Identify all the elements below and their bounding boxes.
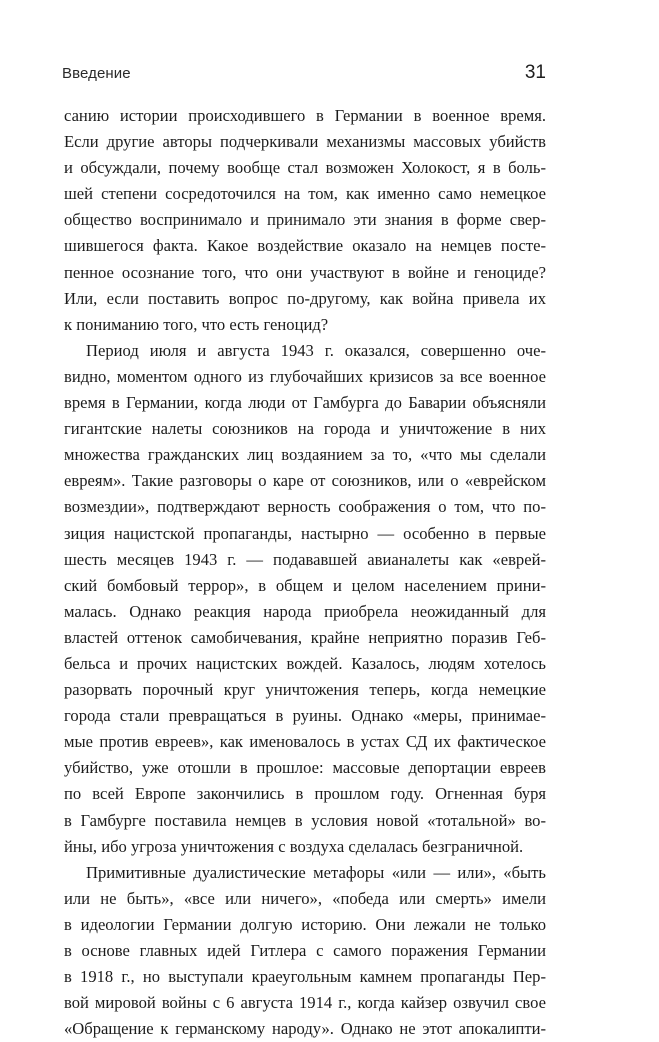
text-line: йны, ибо угроза уничтожения с воздуха сделалась безграничной. [64, 836, 524, 856]
text-line: властей оттенок самобичевания, крайне неприятно поразив Геб- [64, 627, 546, 647]
body-text [64, 103, 546, 1042]
running-head [62, 62, 546, 88]
text-line: ский бомбовый террор», в общем и целом населением прини- [64, 575, 546, 595]
paragraph [64, 338, 546, 860]
text-line: в основе главных идей Гитлера с самого поражения Германии [64, 941, 546, 960]
text-line: города стали превращаться в руины. Однако «меры, принимае- [64, 706, 546, 726]
paragraph [64, 103, 546, 338]
text-line: в Гамбурге поставила немцев в условия новой «тотальной» во- [64, 810, 546, 830]
text-line: к пониманию того, что есть геноцид? [64, 314, 329, 334]
text-line: «Обращение к германскому народу». Однако не этот апокалипти- [64, 1019, 546, 1039]
text-line: время в Германии, когда люди от Гамбурга до Баварии объясняли [64, 393, 546, 413]
text-line: общество воспринимало и принимало эти знания в форме свер- [64, 210, 546, 230]
text-line: Период июля и августа 1943 г. оказался, совершенно оче- [86, 340, 546, 360]
text-line: видно, моментом одного из глубочайших кризисов за все военное [64, 366, 546, 386]
text-line: разорвать порочный круг уничтожения теперь, когда немецкие [64, 680, 546, 700]
text-line: множества гражданских лиц воздаянием за то, «что мы сделали [64, 445, 546, 465]
text-line: или не быть», «все или ничего», «победа или смерть» имели [64, 888, 546, 908]
text-line: санию истории происходившего в Германии в военное время. [64, 106, 546, 125]
text-line: Примитивные дуалистические метафоры «или — или», «быть [86, 862, 546, 882]
text-line: в идеологии Германии долгую историю. Они лежали не только [64, 914, 546, 934]
text-line: бельса и прочих нацистских вождей. Казалось, людям хотелось [64, 653, 546, 673]
text-line: шей степени сосредоточился на том, как именно само немецкое [64, 184, 546, 204]
page-number: 31 [524, 62, 546, 83]
text-line: по всей Европе закончились в прошлом году. Огненная буря [64, 784, 546, 804]
text-line: пенное осознание того, что они участвуют в войне и геноциде? [64, 262, 546, 282]
text-line: шесть месяцев 1943 г. — подававшей авианалеты как «еврей- [64, 549, 546, 569]
text-line: вой мировой войны с 6 августа 1914 г., когда кайзер озвучил свое [64, 993, 546, 1013]
text-line: Если другие авторы подчеркивали механизмы массовых убийств [64, 132, 546, 152]
text-line: возмездии», подтверждают верность соображения о том, что по- [64, 497, 546, 517]
text-line: зиция нацистской пропаганды, настырно — особенно в первые [64, 523, 546, 543]
paragraph [64, 860, 546, 1042]
text-line: мые против евреев», как именовалось в устах СД их фактическое [64, 732, 546, 752]
text-line: Или, если поставить вопрос по-другому, как война привела их [64, 288, 546, 308]
text-line: в 1918 г., но выступали краеугольным камнем пропаганды Пер- [64, 967, 546, 987]
text-line: евреям». Такие разговоры о каре от союзников, или о «еврейском [64, 471, 546, 491]
text-line: гигантские налеты союзников на города и уничтожение в них [64, 419, 546, 439]
text-line: малась. Однако реакция народа приобрела неожиданный для [64, 601, 546, 621]
text-line: шившегося факта. Какое воздействие оказало на немцев посте- [64, 236, 546, 256]
section-title: Введение [62, 65, 131, 82]
text-line: убийство, уже отошли в прошлое: массовые депортации евреев [64, 758, 546, 778]
text-line: и обсуждали, почему вообще стал возможен Холокост, я в боль- [64, 158, 546, 178]
